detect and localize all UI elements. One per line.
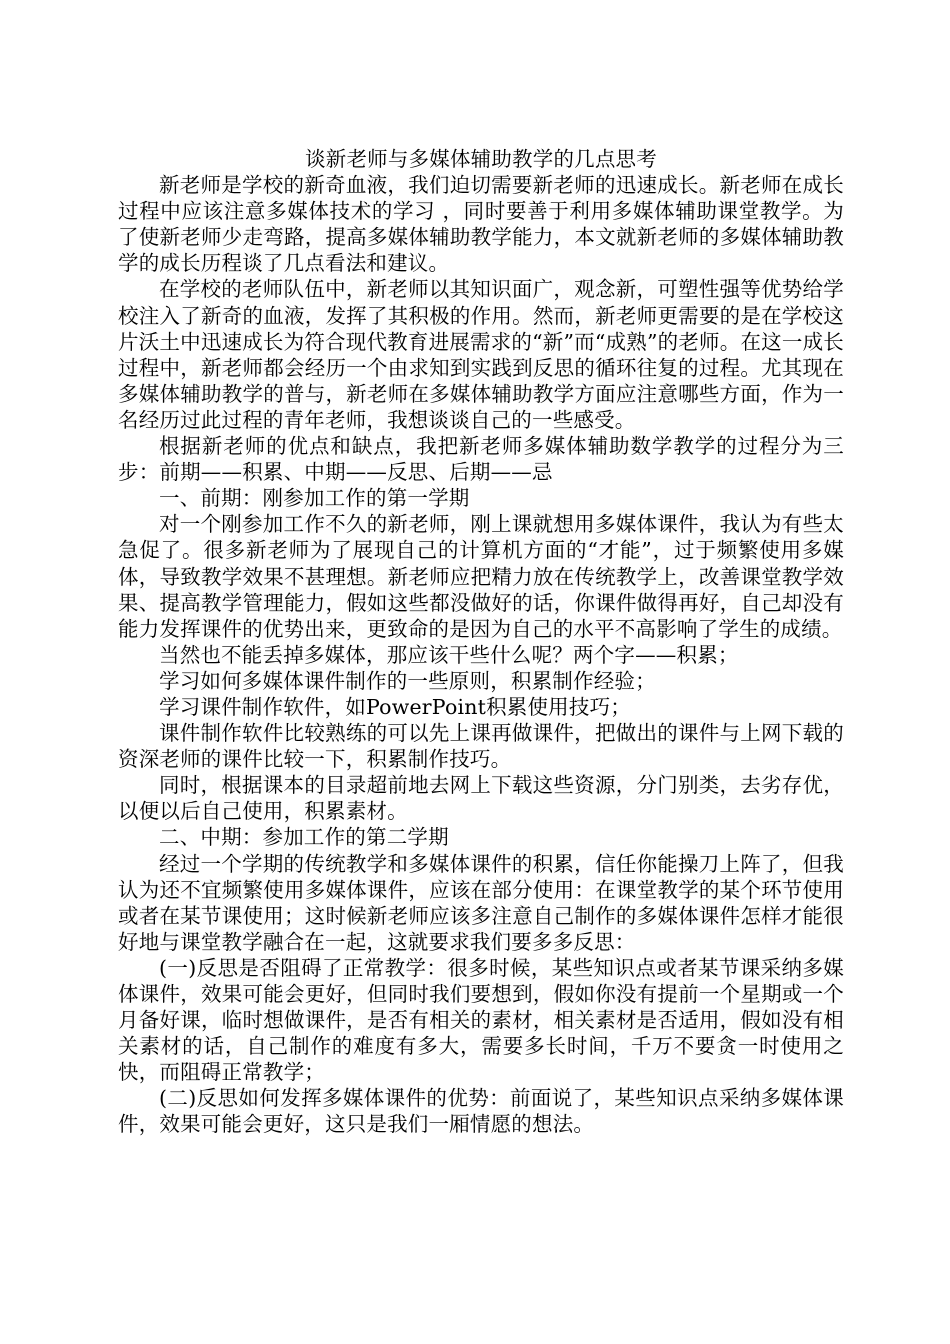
section-heading-early-stage: 一、前期：刚参加工作的第一学期 xyxy=(159,486,470,511)
paragraph-middle-stage: 经过一个学期的传统教学和多媒体课件的积累，信任你能操刀上阵了，但我认为还不宜频繁使用多媒体课件，应该在部分使用：在课堂教学的某个环节使用或者在某节课使用；这时候新老师应该多注意自己制作的多媒体课件怎样才能很好地与课堂教学融合在一起，这就要求我们要多多反思： xyxy=(118,851,844,954)
paragraph-background: 在学校的老师队伍中，新老师以其知识面广，观念新，可塑性强等优势给学校注入了新奇的血液，发挥了其积极的作用。然而，新老师更需要的是在学校这片沃土中迅速成长为符合现代教育进展需求的“新”而“成熟”的老师。在这一成长过程中，新老师都会经历一个由求知到实践到反思的循环往复的过程。尤其现在多媒体辅助教学的普与，新老师在多媒体辅助教学方面应注意哪些方面，作为一名经历过此过程的青年老师，我想谈谈自己的一些感受。 xyxy=(118,277,844,432)
paragraph-three-steps: 根据新老师的优点和缺点，我把新老师多媒体辅助数学教学的过程分为三步：前期——积累、中期——反思、后期——忌 xyxy=(118,434,844,485)
paragraph-learn-principles: 学习如何多媒体课件制作的一些原则，积累制作经验； xyxy=(159,668,656,693)
paragraph-intro: 新老师是学校的新奇血液，我们迫切需要新老师的迅速成长。新老师在成长过程中应该注意多媒体技术的学习 ，同时要善于利用多媒体辅助课堂教学。为了使新老师少走弯路，提高多媒体辅助教学能力，本文就新老师的多媒体辅助教学的成长历程谈了几点看法和建议。 xyxy=(118,173,844,276)
paragraph-accumulate: 当然也不能丢掉多媒体，那应该干些什么呢？两个字——积累； xyxy=(159,642,739,667)
document-page xyxy=(118,146,844,1138)
paragraph-early-stage: 对一个刚参加工作不久的新老师，刚上课就想用多媒体课件，我认为有些太急促了。很多新老师为了展现自己的计算机方面的“才能”，过于频繁使用多媒体，导致教学效果不甚理想。新老师应把精力放在传统教学上，改善课堂教学效果、提高教学管理能力，假如这些都没做好的话，你课件做得再好，自己却没有能力发挥课件的优势出来，更致命的是因为自己的水平不高影响了学生的成绩。 xyxy=(118,512,844,641)
paragraph-reflection-one: (一)反思是否阻碍了正常教学：很多时候，某些知识点或者某节课采纳多媒体课件，效果可能会更好，但同时我们要想到，假如你没有提前一个星期或一个月备好课，临时想做课件，是否有相关的素材，相关素材是否适用，假如没有相关素材的话，自己制作的难度有多大，需要多长时间，千万不要贪一时使用之快，而阻碍正常教学； xyxy=(118,955,844,1085)
paragraph-learn-software: 学习课件制作软件，如PowerPoint积累使用技巧； xyxy=(159,694,631,719)
paragraph-reflection-two: (二)反思如何发挥多媒体课件的优势：前面说了，某些知识点采纳多媒体课件，效果可能会更好，这只是我们一厢情愿的想法。 xyxy=(118,1086,844,1137)
paragraph-collect-resources: 同时，根据课本的目录超前地去网上下载这些资源，分门别类，去劣存优，以便以后自己使用，积累素材。 xyxy=(118,773,844,824)
paragraph-compare-courseware: 课件制作软件比较熟练的可以先上课再做课件，把做出的课件与上网下载的资深老师的课件比较一下，积累制作技巧。 xyxy=(118,721,844,772)
document-title: 谈新老师与多媒体辅助教学的几点思考 xyxy=(305,147,657,171)
section-heading-middle-stage: 二、中期：参加工作的第二学期 xyxy=(159,825,449,850)
